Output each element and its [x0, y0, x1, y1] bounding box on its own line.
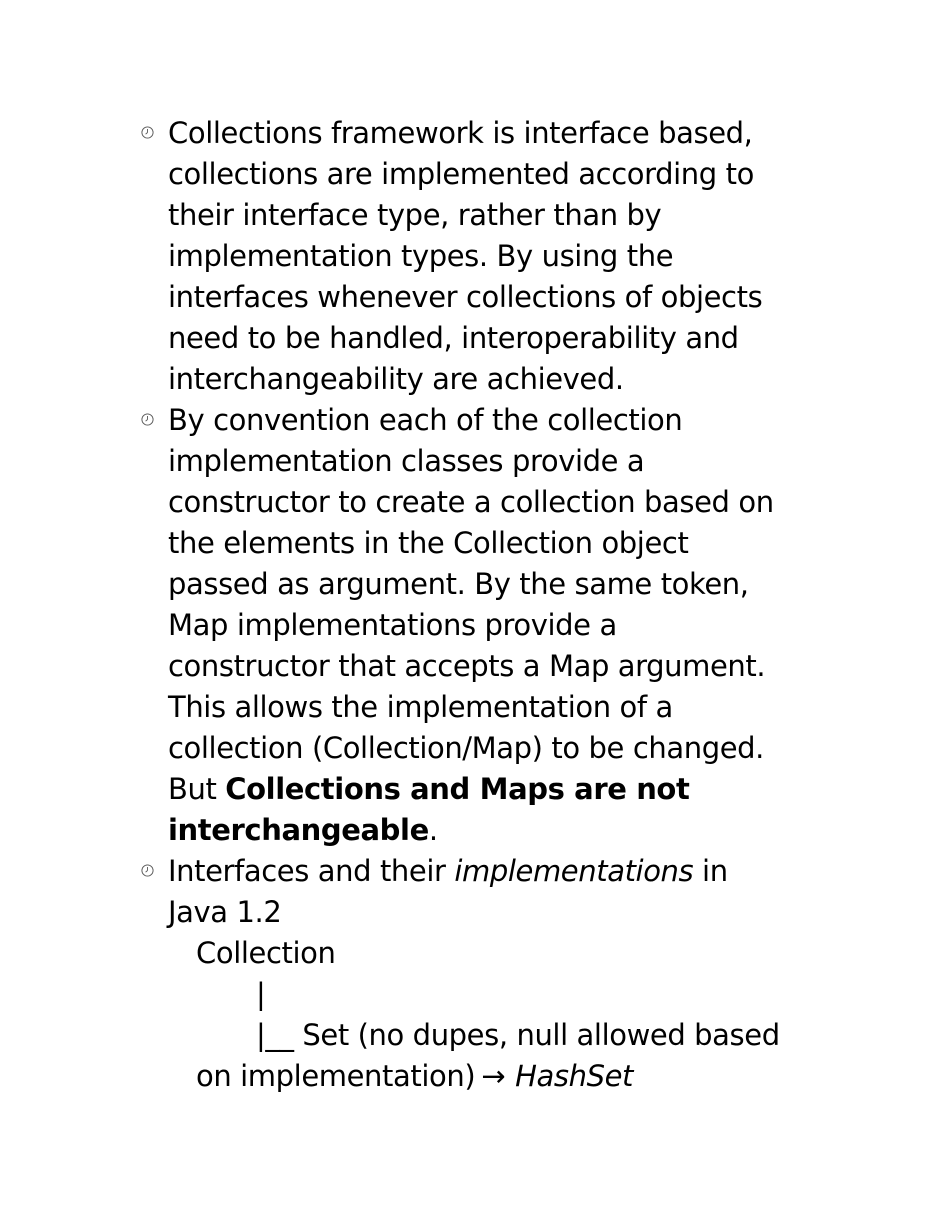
intro-suffix: in	[693, 854, 728, 888]
text-line: Map implementations provide a	[168, 608, 617, 642]
text-line: the elements in the Collection object	[168, 526, 689, 560]
text-line: interchangeability are achieved.	[168, 362, 624, 396]
text-line: This allows the implementation of a	[168, 690, 673, 724]
intro-italic: implementations	[454, 854, 694, 888]
branch-cont-text: on implementation)	[196, 1059, 476, 1093]
text-line-emphasis	[168, 810, 818, 851]
text-line: Collections framework is interface based,	[168, 116, 753, 150]
clock-bullet-icon	[141, 126, 154, 139]
text-line: their interface type, rather than by	[168, 198, 662, 232]
clock-bullet-icon	[141, 864, 154, 877]
text-line: collection (Collection/Map) to be changed.	[168, 731, 764, 765]
text-line: constructor to create a collection based on	[168, 485, 774, 519]
right-arrow-icon: →	[481, 1059, 506, 1093]
bullet-item-interfaces-implementations	[168, 851, 818, 1097]
text-line: implementation types. By using the	[168, 239, 674, 273]
text-line-emphasis	[168, 769, 818, 810]
text-line: collections are implemented according to	[168, 157, 754, 191]
tree-branch-continuation	[168, 1056, 818, 1097]
text-line: need to be handled, interoperability and	[168, 321, 739, 355]
end-period: .	[428, 813, 438, 847]
tree-pipe: |	[256, 977, 266, 1011]
bold-statement: Collections and Maps are not	[225, 772, 690, 806]
text-line: Java 1.2	[168, 895, 282, 929]
text-line: constructor that accepts a Map argument.	[168, 649, 766, 683]
intro-prefix: Interfaces and their	[168, 854, 455, 888]
tree-root: Collection	[196, 936, 336, 970]
bold-statement-end: interchangeable	[168, 813, 429, 847]
tree-branch-set: |__ Set (no dupes, null allowed based	[256, 1018, 780, 1052]
but-prefix: But	[168, 772, 226, 806]
text-line: interfaces whenever collections of objects	[168, 280, 763, 314]
bullet-item-convention	[168, 400, 818, 851]
text-line: implementation classes provide a	[168, 444, 645, 478]
impl-hashset: HashSet	[515, 1059, 634, 1093]
bullet-list	[168, 113, 818, 1097]
text-line: passed as argument. By the same token,	[168, 567, 749, 601]
bullet-item-interface-based	[168, 113, 818, 400]
text-line	[168, 851, 818, 892]
clock-bullet-icon	[141, 413, 154, 426]
text-line: By convention each of the collection	[168, 403, 683, 437]
